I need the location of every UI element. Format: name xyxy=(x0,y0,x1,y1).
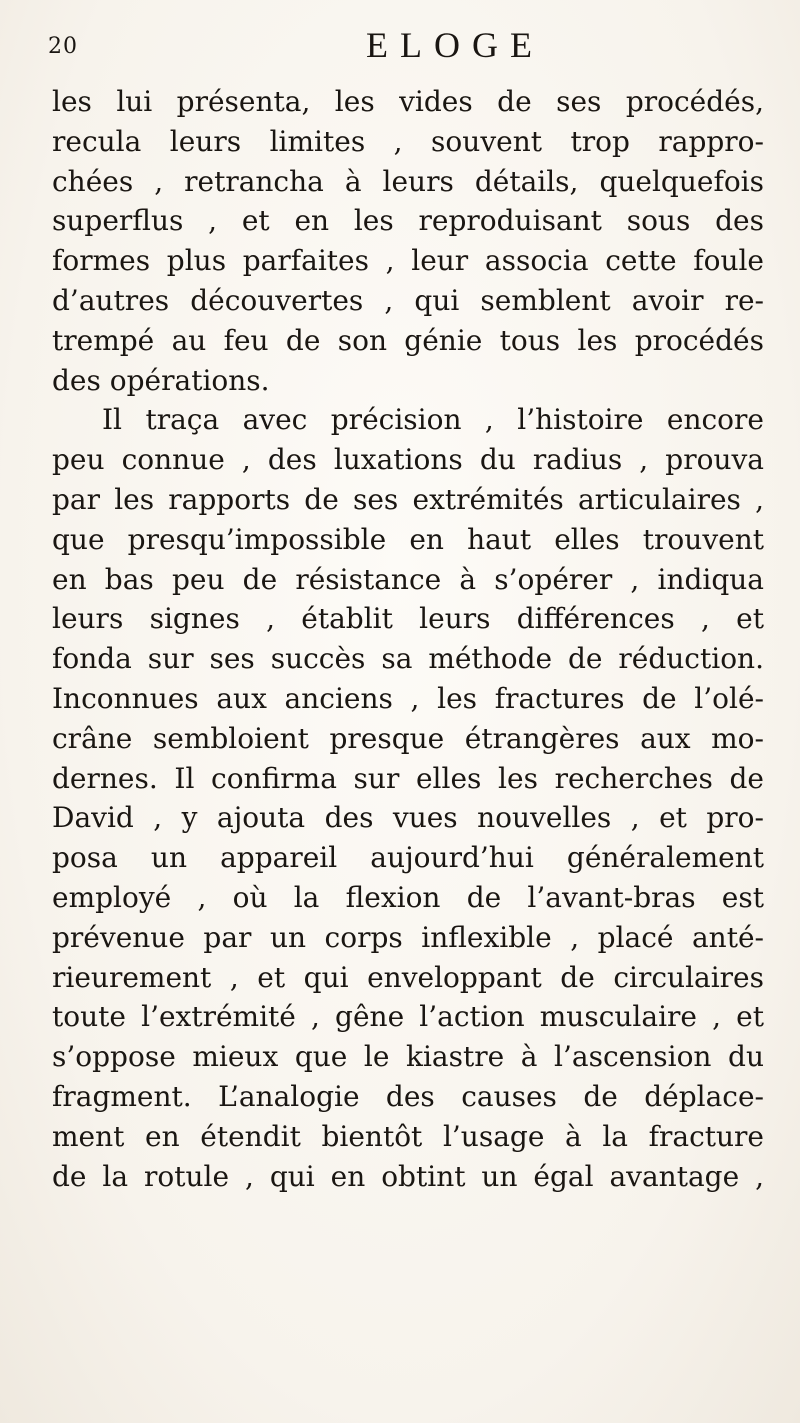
text-line: peu connue , des luxations du radius , prouva xyxy=(52,443,764,477)
paragraph xyxy=(52,400,764,1196)
text-line: rieurement , et qui enveloppant de circulaires xyxy=(52,960,764,994)
text-line: de la rotule , qui en obtint un égal avantage , xyxy=(52,1159,764,1193)
page-number: 20 xyxy=(48,34,78,59)
text-line: s’oppose mieux que le kiastre à l’ascension du xyxy=(52,1040,764,1074)
text-line: prévenue par un corps inflexible , placé anté- xyxy=(52,920,764,954)
text-line: fragment. L’analogie des causes de déplace- xyxy=(52,1079,764,1113)
text-line: que presqu’impossible en haut elles trouvent xyxy=(52,522,764,556)
text-line: des opérations. xyxy=(52,363,270,397)
text-line: Inconnues aux anciens , les fractures de l’olé- xyxy=(52,681,764,715)
text-line: Il traça avec précision , l’histoire encore xyxy=(102,403,764,437)
paragraph xyxy=(52,82,764,400)
running-title: ELOGE xyxy=(366,25,544,65)
text-line: ment en étendit bientôt l’usage à la fracture xyxy=(52,1119,764,1153)
text-line: par les rapports de ses extrémités articulaires , xyxy=(52,482,764,516)
text-line: les lui présenta, les vides de ses procédés, xyxy=(52,85,764,118)
text-line: formes plus parfaites , leur associa cette foule xyxy=(52,244,764,278)
text-line: employé , où la flexion de l’avant-bras est xyxy=(52,880,764,914)
text-line: chées , retrancha à leurs détails, quelquefois xyxy=(52,164,764,198)
text-line: superflus , et en les reproduisant sous des xyxy=(52,204,764,238)
text-line: recula leurs limites , souvent trop rappro- xyxy=(52,124,764,158)
text-line: en bas peu de résistance à s’opérer , indiqua xyxy=(52,562,764,596)
text-line: fonda sur ses succès sa méthode de réduction. xyxy=(52,642,764,676)
text-line: David , y ajouta des vues nouvelles , et pro- xyxy=(52,801,764,835)
text-line: posa un appareil aujourd’hui généralement xyxy=(52,841,764,875)
text-line: dernes. Il confirma sur elles les recherches de xyxy=(52,761,764,795)
body-text xyxy=(52,82,764,1196)
running-head xyxy=(48,24,608,68)
text-line: trempé au feu de son génie tous les procédés xyxy=(52,323,764,357)
text-line: toute l’extrémité , gêne l’action musculaire , et xyxy=(52,1000,764,1034)
text-line: d’autres découvertes , qui semblent avoir re- xyxy=(52,283,764,317)
text-line: crâne sembloient presque étrangères aux mo- xyxy=(52,721,764,755)
text-line: leurs signes , établit leurs différences , et xyxy=(52,602,764,636)
